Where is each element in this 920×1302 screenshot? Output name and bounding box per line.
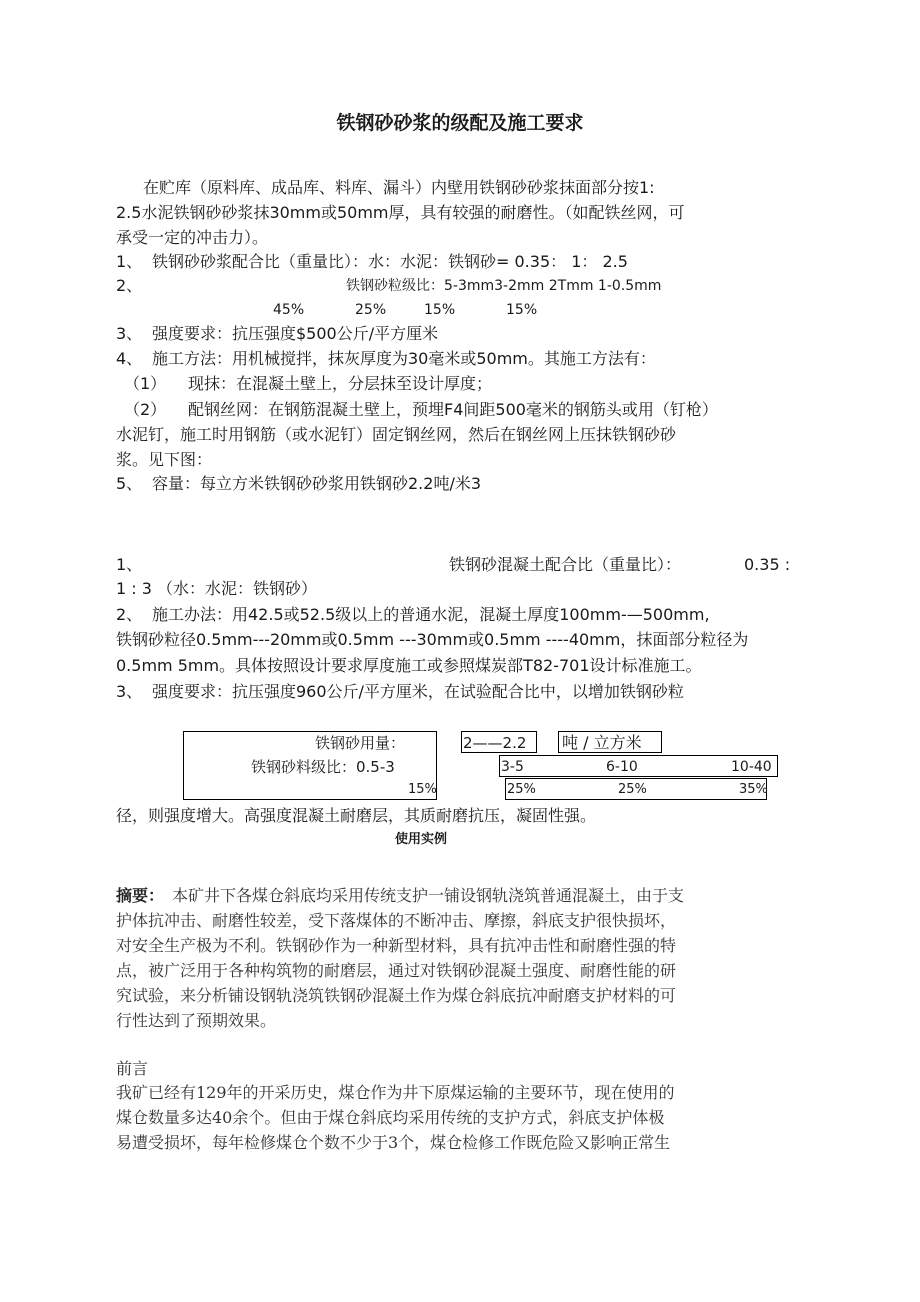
construction-text: 铁钢砂粒径0.5mm---20mm或0.5mm ---30mm或0.5mm ----40mm，抹面部分粒径为 <box>116 630 749 649</box>
sub-number: （1） <box>124 374 167 393</box>
item-number: 2、 <box>116 605 143 624</box>
concrete-ratio-cont: 1 : 3 （水：水泥：铁钢砂） <box>116 579 318 598</box>
grade-percent: 25% <box>355 302 387 318</box>
method-sub-text: 浆。见下图： <box>116 450 213 469</box>
grade-label: 铁钢砂料级比：0.5-3 <box>251 758 395 776</box>
grade-range: 6-10 <box>606 759 638 775</box>
concrete-strength-cont: 径，则强度增大。高强度混凝土耐磨层，其质耐磨抗压，凝固性强。 <box>116 806 597 825</box>
intro-line: 承受一定的冲击力）。 <box>116 228 269 247</box>
method-sub-text: 现抹：在混凝土壁上，分层抹至设计厚度； <box>188 374 493 393</box>
grade-range: 3-5 <box>501 759 524 775</box>
abstract-line: 本矿井下各煤仓斜底均采用传统支护一铺设钢轨浇筑普通混凝土，由于支 <box>172 886 685 905</box>
intro-line: 2.5水泥铁钢砂砂浆抹30mm或50mm厚，具有较强的耐磨性。（如配铁丝网，可 <box>116 203 685 222</box>
concrete-strength-text: 强度要求：抗压强度960公斤/平方厘米，在试验配合比中，以增加铁钢砂粒 <box>152 682 684 701</box>
item-number: 4、 <box>116 349 143 368</box>
item-number: 1、 <box>116 555 143 574</box>
concrete-ratio-value: 0.35 : <box>744 555 791 574</box>
abstract-line: 对安全生产极为不利。铁钢砂作为一种新型材料，具有抗冲击性和耐磨性强的特 <box>116 936 677 955</box>
grade-percent: 35% <box>739 782 768 797</box>
grade-percent: 15% <box>506 302 538 318</box>
mix-ratio-text: 铁钢砂砂浆配合比（重量比）：水：水泥：铁钢砂= 0.35： 1： 2.5 <box>152 252 628 271</box>
usage-value: 2——2.2 <box>463 734 527 752</box>
preface-heading: 前言 <box>116 1059 149 1078</box>
grain-grade-text: 铁钢砂粒级比：5-3mm3-2mm 2Tmm 1-0.5mm <box>346 278 662 294</box>
strength-text: 强度要求：抗压强度$500公斤/平方厘米 <box>152 324 439 343</box>
method-sub-text: 水泥钉，施工时用钢筋（或水泥钉）固定钢丝网，然后在钢丝网上压抹铁钢砂砂 <box>116 425 677 444</box>
item-number: 1、 <box>116 252 143 271</box>
abstract-line: 点，被广泛用于各种构筑物的耐磨层，通过对铁钢砂混凝土强度、耐磨性能的研 <box>116 961 677 980</box>
grade-percent: 15% <box>424 302 456 318</box>
preface-line: 易遭受损坏，每年检修煤仓个数不少于3个，煤仓检修工作既危险又影响正常生 <box>116 1133 671 1152</box>
grade-percent: 25% <box>507 782 536 797</box>
intro-line: 在贮库（原料库、成品库、料库、漏斗）内壁用铁钢砂砂浆抹面部分按1: <box>143 178 655 197</box>
construction-text: 施工办法：用42.5或52.5级以上的普通水泥，混凝土厚度100mm-—500mm, <box>152 605 710 624</box>
abstract-label: 摘要： <box>116 886 165 905</box>
item-number: 3、 <box>116 324 143 343</box>
abstract-line: 究试验，来分析铺设钢轨浇筑铁钢砂混凝土作为煤仓斜底抗冲耐磨支护材料的可 <box>116 986 677 1005</box>
grade-range: 10-40 <box>731 759 772 775</box>
preface-line: 煤仓数量多达40余个。但由于煤仓斜底均采用传统的支护方式，斜底支护体极 <box>116 1108 665 1127</box>
usage-label: 铁钢砂用量： <box>315 734 406 752</box>
item-number: 2、 <box>116 276 143 295</box>
concrete-ratio-text: 铁钢砂混凝土配合比（重量比）： <box>449 555 682 574</box>
construction-text: 0.5mm 5mm。具体按照设计要求厚度施工或参照煤炭部T82-701设计标准施工。 <box>116 656 702 675</box>
abstract-line: 行性达到了预期效果。 <box>116 1011 277 1030</box>
capacity-text: 容量：每立方米铁钢砂砂浆用铁钢砂2.2吨/米3 <box>152 474 482 493</box>
figure-caption: 使用实例 <box>395 832 448 847</box>
page-title: 铁钢砂砂浆的级配及施工要求 <box>336 112 584 134</box>
grade-percent: 45% <box>273 302 305 318</box>
abstract-line: 护体抗冲击、耐磨性较差，受下落煤体的不断冲击、摩擦，斜底支护很快损坏， <box>116 911 677 930</box>
item-number: 5、 <box>116 474 143 493</box>
grade-percent: 25% <box>618 782 647 797</box>
grade-percent: 15% <box>408 782 437 797</box>
item-number: 3、 <box>116 682 143 701</box>
sub-number: （2） <box>124 400 167 419</box>
method-text: 施工方法：用机械搅拌，抹灰厚度为30毫米或50mm。其施工方法有： <box>152 349 656 368</box>
method-sub-text: 配钢丝网：在钢筋混凝土壁上，预埋F4间距500毫米的钢筋头或用（钉枪） <box>188 400 718 419</box>
preface-line: 我矿已经有129年的开采历史，煤仓作为井下原煤运输的主要环节，现在使用的 <box>116 1083 675 1102</box>
usage-unit: 吨 / 立方米 <box>562 733 642 752</box>
